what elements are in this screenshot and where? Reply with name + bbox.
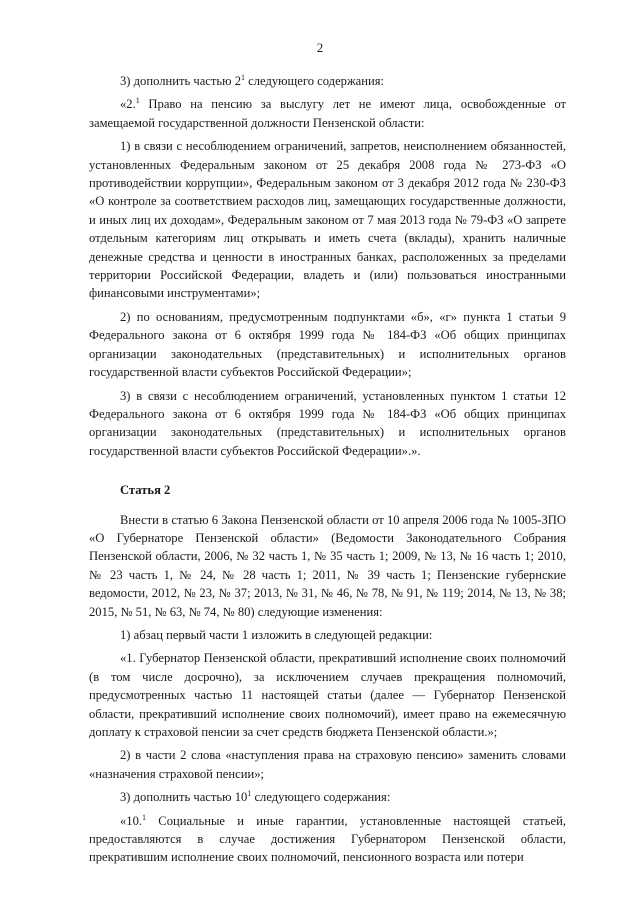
paragraph-text: Право на пенсию за выслугу лет не имеют лица, освобожденные от замещаемой государственной должности Пензенской области:	[89, 97, 566, 130]
paragraph-item-3: 3) в связи с несоблюдением ограничений, установленных пунктом 1 статьи 12 Федерального закона от 6 октября 1999 года № 184-ФЗ «Об общих принципах организации законодательных (представительных) и исполнительных органов государственной власти субъектов Российской Федерации».».	[89, 388, 566, 458]
article-2-heading: Статья 2	[120, 483, 171, 498]
superscript: 1	[135, 96, 140, 106]
paragraph-text: «10.	[120, 813, 143, 828]
paragraph-change-2: 2) в части 2 слова «наступления права на страховую пенсию» заменить словами «назначения страховой пенсии»;	[89, 748, 566, 781]
superscript: 1	[142, 812, 147, 822]
paragraph-article-2-intro: Внести в статью 6 Закона Пензенской области от 10 апреля 2006 года № 1005-ЗПО «О Губернаторе Пензенской области» (Ведомости Законодательного Собрания Пензенской области, 2006, № 32 часть 1, № 35 часть 1; 2009, № 13, № 16 часть 1; 2010, № 23 часть 1, № 24, № 28 часть 1; 2011, № 39 часть 1; Пензенские губернские ведомости, 2012, № 23, № 37; 2013, № 31, № 46, № 78, № 91, № 119; 2014, № 13, № 38; 2015, № 51, № 63, № 74, № 80) следующие изменения:	[89, 512, 566, 619]
paragraph-item-2: 2) по основаниям, предусмотренным подпунктами «б», «г» пункта 1 статьи 9 Федерального закона от 6 октября 1999 года № 184-ФЗ «Об общих принципах организации законодательных (представительных) и исполнительных органов государственной власти субъектов Российской Федерации»;	[89, 309, 566, 380]
paragraph-text: следующего содержания:	[251, 790, 391, 805]
superscript: 1	[241, 72, 245, 82]
document-body	[89, 72, 566, 872]
superscript: 1	[247, 789, 252, 799]
paragraph-text: 3) дополнить частью 10	[120, 790, 248, 805]
paragraph-text: Социальные и иные гарантии, установленные настоящей статьей, предоставляются в случае достижения Губернатором Пензенской области, прекратившим исполнение своих полномочий, пенсионного возраста или потери	[89, 813, 566, 865]
paragraph-new-part-1: «1. Губернатор Пензенской области, прекративший исполнение своих полномочий (в том числе досрочно), за исключением случаев прекращения полномочий, предусмотренных частью 11 настоящей статьи (далее — Губернатор Пензенской области, прекративший исполнение своих полномочий), имеет право на ежемесячную доплату к страховой пенсии за счет средств бюджета Пензенской области.»;	[89, 651, 566, 739]
paragraph-part-10-1	[89, 812, 566, 867]
page-number: 2	[316, 40, 324, 55]
paragraph-text: 3) дополнить частью 2	[120, 74, 241, 88]
paragraph-change-3	[89, 788, 566, 806]
paragraph-item-1: 1) в связи с несоблюдением ограничений, запретов, неисполнением обязанностей, установленных Федеральным законом от 25 декабря 2008 года № 273-ФЗ «О противодействии коррупции», Федеральным законом от 3 декабря 2012 года № 230-ФЗ «О контроле за соответствием расходов лиц, замещающих государственные должности, и иных лиц их доходам», Федеральным законом от 7 мая 2013 года № 79-ФЗ «О запрете отдельным категориям лиц открывать и иметь счета (вклады), хранить наличные денежные средства и ценности в иностранных банках, расположенных за пределами территории Российской Федерации, владеть и (или) пользоваться иностранными финансовыми инструментами»;	[89, 139, 566, 301]
paragraph-part-2-1	[89, 95, 566, 132]
paragraph-change-1: 1) абзац первый части 1 изложить в следующей редакции:	[120, 627, 433, 642]
paragraph-add-part-2-1	[89, 72, 566, 90]
paragraph-text: следующего содержания:	[245, 74, 385, 88]
paragraph-text: «2.	[120, 97, 136, 112]
